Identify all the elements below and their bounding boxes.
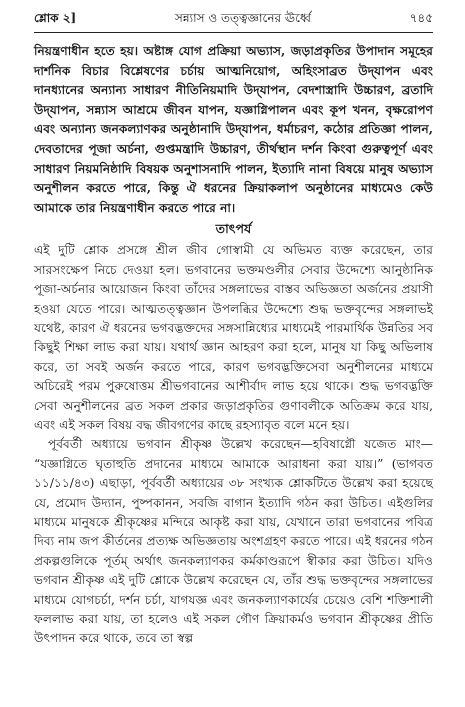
page-number: ৭৪৫ — [409, 11, 433, 25]
running-header — [34, 10, 433, 30]
purport-paragraph-1: এই দুটি শ্লোক প্রসঙ্গে শ্রীল জীব গোস্বামী যে অভিমত ব্যক্ত করেছেন, তার সারসংক্ষেপ নিচে দেওয়া হল। ভগবানের ভক্তমণ্ডলীর সেবার উদ্দেশ্যে আনুষ্ঠানিক পূজা-অর্চনার আয়োজন কিংবা তাঁদের সঙ্গলাভের বাস্তব অভিজ্ঞতা অর্জনের প্রয়াসী হওয়া যেতে পারে। আত্মতত্ত্বজ্ঞান উপলব্ধির উদ্দেশ্যে শুদ্ধ ভক্তবৃন্দের সঙ্গলাভই যথেষ্ট, কারণ ঐ ধরনের ভগবদ্ভক্তদের সঙ্গসান্নিধ্যের মাধ্যমেই পারমার্থিক উন্নতির সব কিছুই শিক্ষা লাভ করা যায়। যথার্থ জ্ঞান আহরণ করা হলে, মানুষ যা কিছু অভিলাষ করে, তা সবই অর্জন করতে পারে, কারণ ভগবদ্ভক্তিসেবা অনুশীলনের মাধ্যমে অচিরেই পরম পুরুষোত্তম শ্রীভগবানের আশীর্বাদ লাভ হয়ে থাকে। শুদ্ধ ভগবদ্ভক্তি সেবা অনুশীলনের ব্রত সকল প্রকার জড়াপ্রকৃতির গুণাবলীকে অতিক্রম করে যায়, এবং এই সকল বিষয় বদ্ধ জীবগণের কাছে রহস্যাবৃত বলে মনে হয়। — [34, 243, 433, 432]
header-divider — [34, 32, 433, 33]
verse-translation: নিয়ন্ত্রণাধীন হতে হয়। অষ্টাঙ্গ যোগ প্রক্রিয়া অভ্যাস, জড়াপ্রকৃতির উপাদান সমূহের দার্শনিক বিচার বিশ্লেষণের চর্চায় আত্মনিয়োগ, অহিংসাব্রত উদ্‌যাপন এবং দানধ্যানের অন্যান্য সাধারণ নীতিনিয়মাদি উদ্‌যাপন, বেদশাস্ত্রাদি উচ্চারণ, ব্রতাদি উদ্‌যাপন, সন্ন্যাস আশ্রমে জীবন যাপন, যজ্ঞাগ্নিপালন এবং কূপ খনন, বৃক্ষরোপণ এবং অন্যান্য জনকল্যাণকর অনুষ্ঠানাদি উদ্‌যাপন, ধর্মাচরণ, কঠোর প্রতিজ্ঞা পালন, দেবতাদের পূজা অর্চনা, গুপ্তমন্ত্রাদি উচ্চারণ, তীর্থস্থান দর্শন কিংবা গুরুত্বপূর্ণ এবং সাধারণ নিয়মনিষ্ঠাদি বিষয়ক অনুশাসনাদি পালন, ইত্যাদি নানা বিষয়ে মানুষ অভ্যাস অনুশীলন করতে পারে, কিন্তু ঐ ধরনের ক্রিয়াকলাপ অনুষ্ঠানের মাধ্যমেও কেউ আমাকে তার নিয়ন্ত্রণাধীন করতে পারে না। — [34, 44, 433, 215]
purport-paragraph-2: পূর্ববর্তী অধ্যায়ে ভগবান শ্রীকৃষ্ণ উল্লেখ করেছেন—হবিষাগ্নৌ যজেত মাং— “যজ্ঞাগ্নিতে ঘৃতাহুতি প্রদানের মাধ্যমে আমাকে আরাধনা করা যায়।” (ভাগবত ১১/১১/৪৩) এছাড়া, পূর্ববর্তী অধ্যায়ের ৩৮ সংখ্যক শ্লোকটিতে উল্লেখ করা হয়েছে যে, প্রমোদ উদ্যান, পুষ্পকানন, সবজি বাগান ইত্যাদি গঠন করা উচিত। এইগুলির মাধ্যমে মানুষকে শ্রীকৃষ্ণের মন্দিরে আকৃষ্ট করা যায়, যেখানে তারা ভগবানের পবিত্র দিব্য নাম জপ কীর্তনের প্রত্যক্ষ অভিজ্ঞতায় অংশগ্রহণ করতে পারে। এই ধরনের গঠন প্রকল্পগুলিকে পূর্তম্ অর্থাৎ জনকল্যাণকর কর্মকাণ্ডরূপে স্বীকার করা উচিত। যদিও ভগবান শ্রীকৃষ্ণ এই দুটি শ্লোকে উল্লেখ করেছেন যে, তাঁর শুদ্ধ ভক্তবৃন্দের সঙ্গলাভের মাধ্যমে যোগচর্চা, দর্শন চর্চা, যাগযজ্ঞ এবং জনকল্যাণকার্যের চেয়েও বেশি শক্তিশালী ফললাভ করা যায়, তা হলেও এই সকল গৌণ ক্রিয়াকর্মও ভগবান শ্রীকৃষ্ণের প্রীতি উৎপাদন করে থাকে, তবে তা স্বল্প — [34, 437, 433, 646]
verse-reference: শ্লোক ২] — [34, 11, 77, 25]
chapter-title: সন্ন্যাস ও তত্ত্বজ্ঞানের ঊর্ধ্বে — [174, 11, 311, 25]
purport-heading: তাৎপর্য — [215, 221, 252, 237]
